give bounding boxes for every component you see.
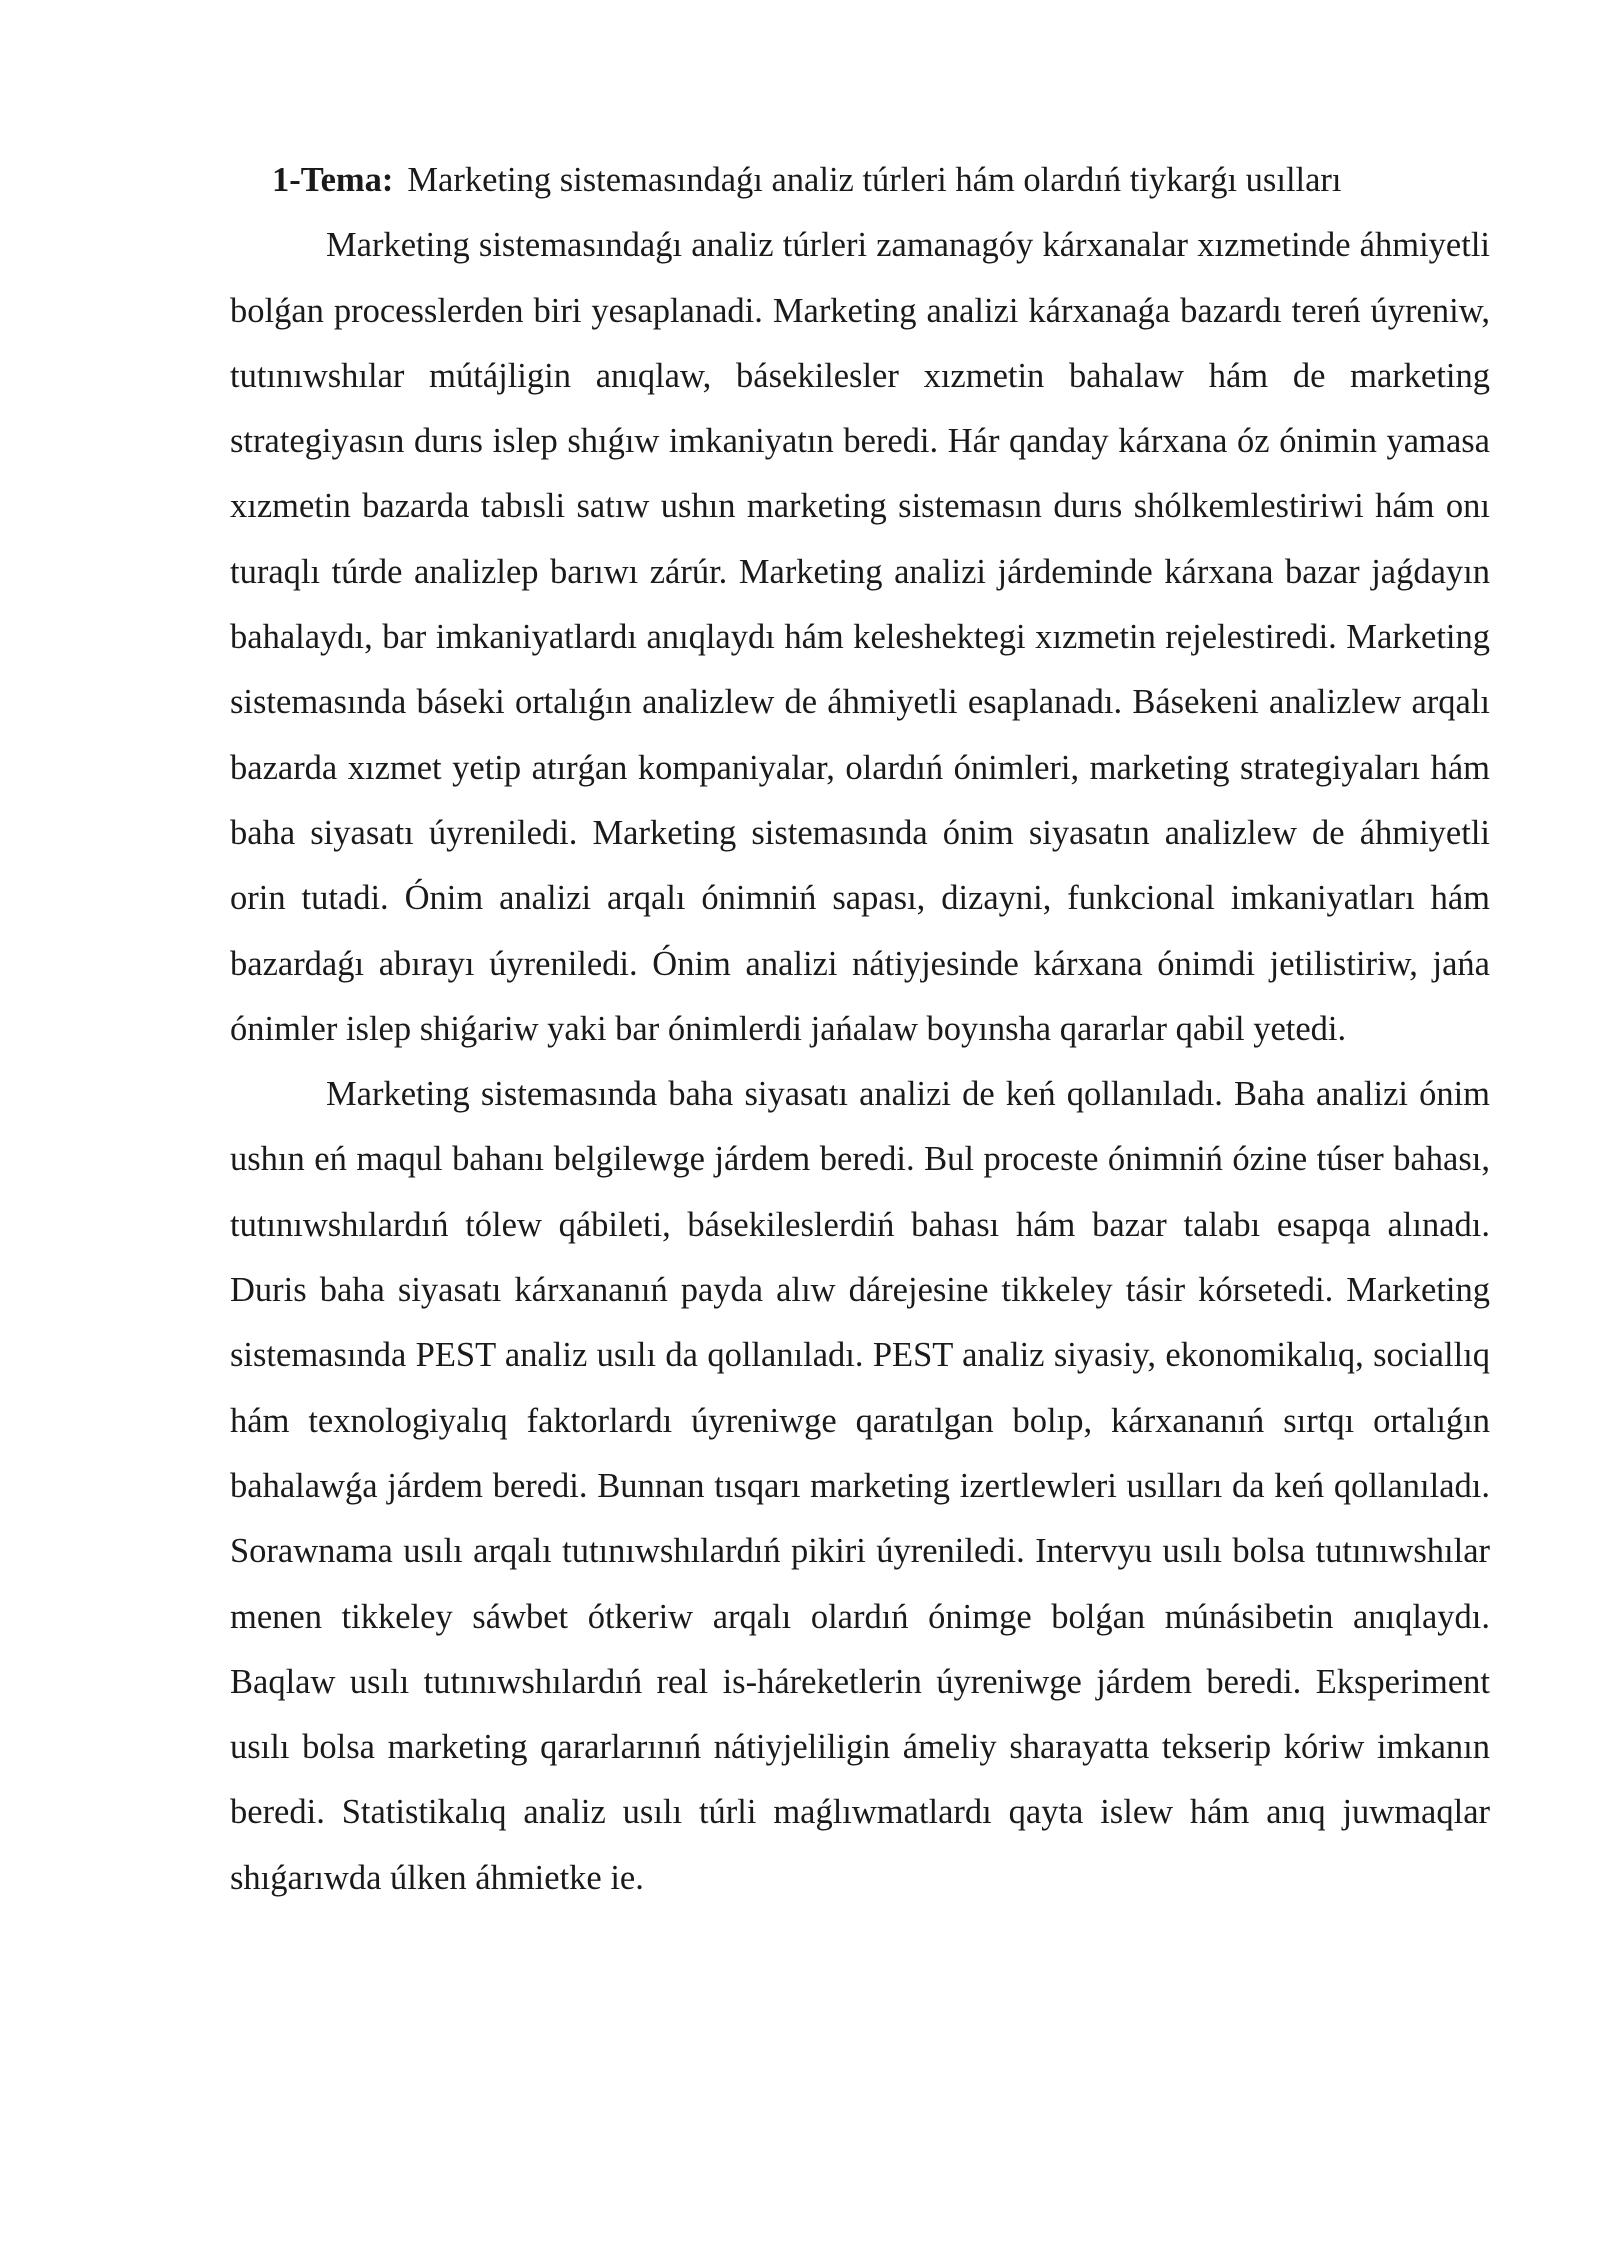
body-paragraph-1: Marketing sistemasındaǵı analiz túrleri zamanagóy kárxanalar xızmetinde áhmiyetli bolǵan processlerden biri yesaplanadi. Marketing analizi kárxanaǵa bazardı tereń úyreniw, tutınıwshılar mútájligin anıqlaw, básekilesler xızmetin bahalaw hám de marketing strategiyasın durıs islep shıǵıw imkaniyatın beredi. Hár qanday kárxana óz ónimin yamasa xızmetin bazarda tabısli satıw ushın marketing sistemasın durıs shólkemlestiriwi hám onı turaqlı túrde analizlep barıwı zárúr. Marketing analizi járdeminde kárxana bazar jaǵdayın bahalaydı, bar imkaniyatlardı anıqlaydı hám keleshektegi xızmetin rejelestiredi. Marketing sistemasında báseki ortalıǵın analizlew de áhmiyetli esaplanadı. Básekeni analizlew arqalı bazarda xızmet yetip atırǵan kompaniyalar, olardıń ónimleri, marketing strategiyaları hám baha siyasatı úyreniledi. Marketing sistemasında ónim siyasatın analizlew de áhmiyetli orin tutadi. Ónim analizi arqalı ónimniń sapası, dizayni, funkcional imkaniyatları hám bazardaǵı abırayı úyreniledi. Ónim analizi nátiyjesinde kárxana ónimdi jetilistiriw, jańa ónimler islep shiǵariw yaki bar ónimlerdi jańalaw boyınsha qararlar qabil yetedi. [230, 226, 1490, 1048]
topic-title: Marketing sistemasındaǵı analiz túrleri hám olardıń tiykarǵı usılları [407, 161, 1342, 199]
topic-heading [230, 148, 1490, 213]
body-paragraph-2: Marketing sistemasında baha siyasatı analizi de keń qollanıladı. Baha analizi ónim ushın eń maqul bahanı belgilewge járdem beredi. Bul proceste ónimniń ózine túser bahası, tutınıwshılardıń tólew qábileti, básekileslerdiń bahası hám bazar talabı esapqa alınadı. Duris baha siyasatı kárxananıń payda alıw dárejesine tikkeley tásir kórsetedi. Marketing sistemasında PEST analiz usılı da qollanıladı. PEST analiz siyasiy, ekonomikalıq, sociallıq hám texnologiyalıq faktorlardı úyreniwge qaratılgan bolıp, kárxananıń sırtqı ortalıǵın bahalawǵa járdem beredi. Bunnan tısqarı marketing izertlewleri usılları da keń qollanıladı. Sorawnama usılı arqalı tutınıwshılardıń pikiri úyreniledi. Intervyu usılı bolsa tutınıwshılar menen tikkeley sáwbet ótkeriw arqalı olardıń ónimge bolǵan múnásibetin anıqlaydı. Baqlaw usılı tutınıwshılardıń real is-háreketlerin úyreniwge járdem beredi. Eksperiment usılı bolsa marketing qararlarınıń nátiyjeliligin ámeliy sharayatta tekserip kóriw imkanın beredi. Statistikalıq analiz usılı túrli maǵlıwmatlardı qayta islew hám anıq juwmaqlar shıǵarıwda úlken áhmietke ie. [230, 1075, 1490, 1897]
topic-label: 1-Tema: [272, 161, 394, 199]
document-body [230, 148, 1490, 1911]
